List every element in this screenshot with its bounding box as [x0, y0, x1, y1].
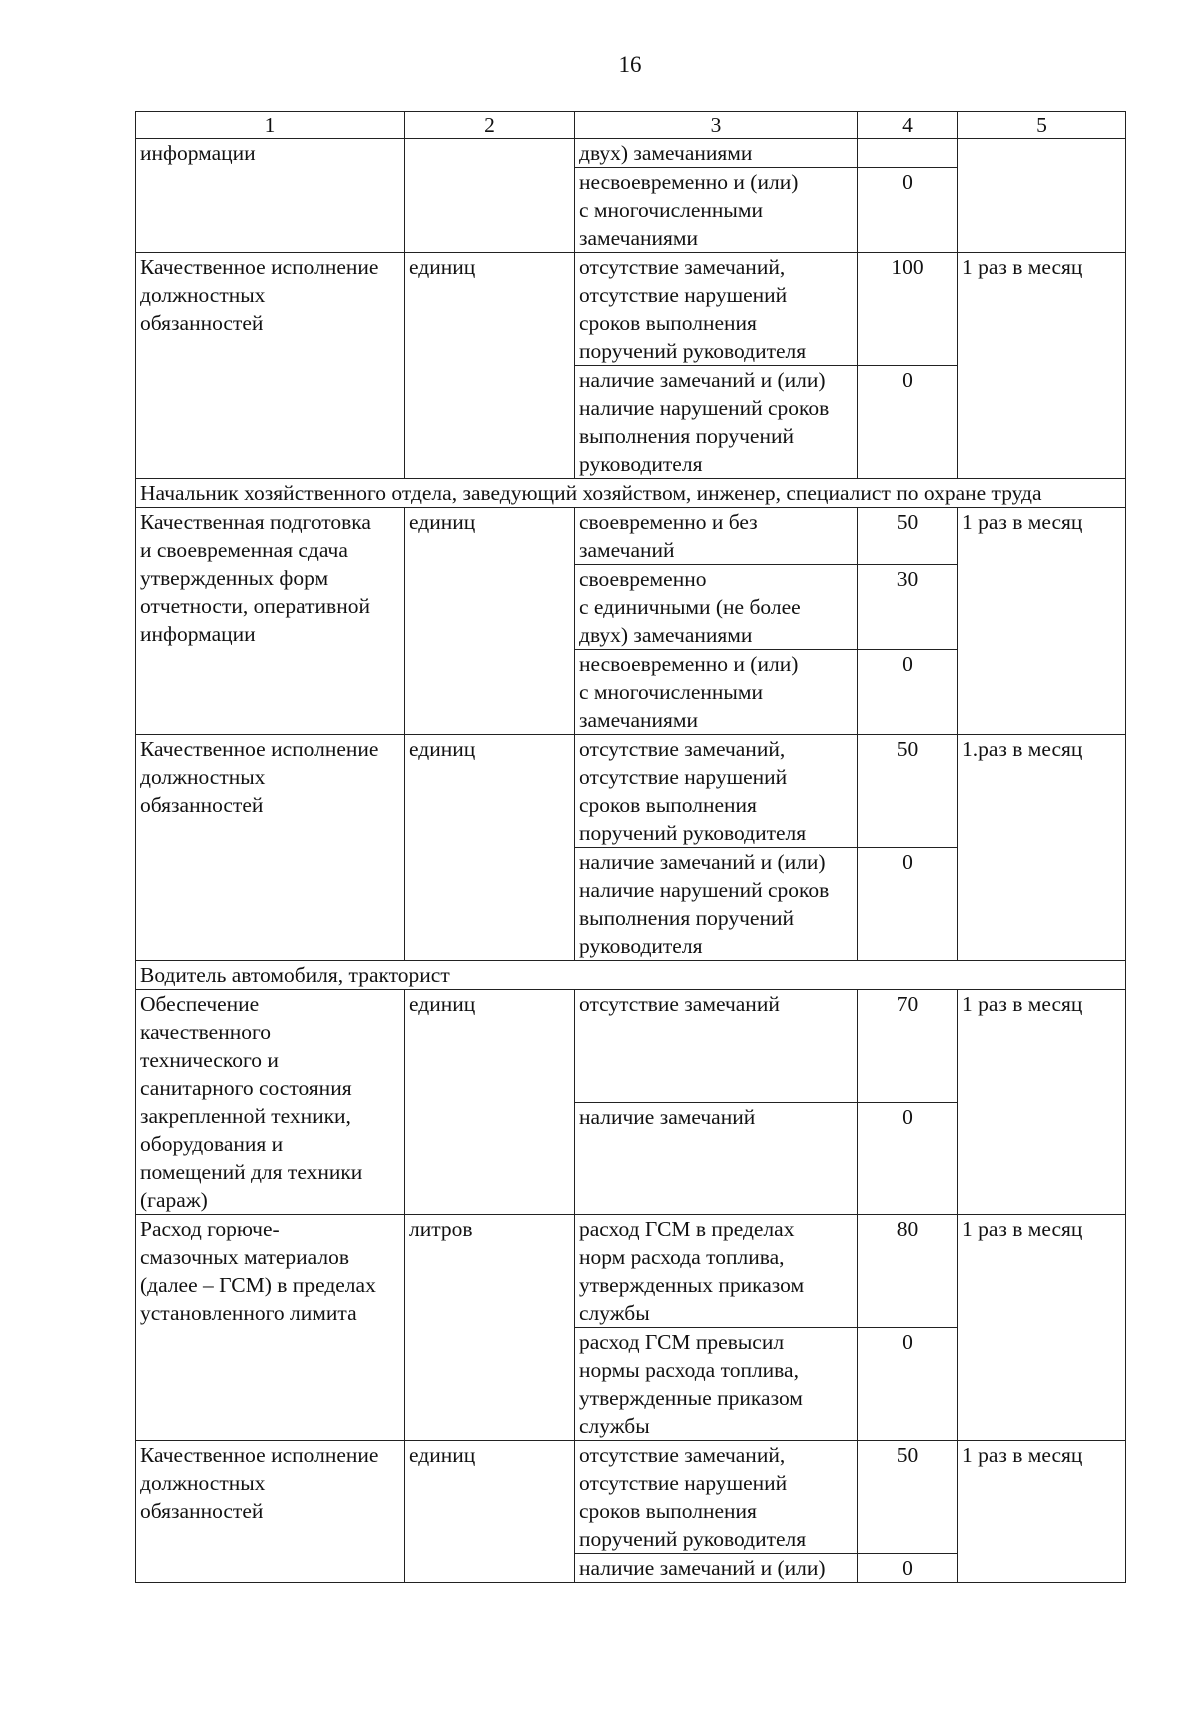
condition-cell: несвоевременно и (или) с многочисленными замечаниями: [575, 168, 858, 253]
unit-cell: единиц: [405, 735, 575, 961]
section-title: Начальник хозяйственного отдела, заведующий хозяйством, инженер, специалист по охране труда: [136, 479, 1126, 508]
frequency-cell: 1 раз в месяц: [958, 1215, 1126, 1441]
condition-cell: наличие замечаний и (или) наличие нарушений сроков выполнения поручений руководителя: [575, 848, 858, 961]
section-title: Водитель автомобиля, тракторист: [136, 961, 1126, 990]
header-cell: 2: [405, 112, 575, 139]
unit-cell: [405, 139, 575, 253]
criteria-table: [135, 111, 1126, 1583]
condition-cell: своевременно с единичными (не более двух) замечаниями: [575, 565, 858, 650]
points-cell: 80: [858, 1215, 958, 1328]
unit-cell: литров: [405, 1215, 575, 1441]
points-cell: 0: [858, 168, 958, 253]
criterion-cell: Качественное исполнение должностных обязанностей: [136, 735, 405, 961]
condition-cell: наличие замечаний и (или) наличие нарушений сроков выполнения поручений руководителя: [575, 366, 858, 479]
table-row: [136, 990, 1126, 1103]
table-row: [136, 735, 1126, 848]
condition-cell: несвоевременно и (или) с многочисленными замечаниями: [575, 650, 858, 735]
table-row: [136, 1215, 1126, 1328]
points-cell: 0: [858, 1102, 958, 1215]
frequency-cell: 1.раз в месяц: [958, 735, 1126, 961]
header-cell: 4: [858, 112, 958, 139]
criterion-cell: Качественное исполнение должностных обязанностей: [136, 253, 405, 479]
points-cell: 100: [858, 253, 958, 366]
points-cell: 50: [858, 735, 958, 848]
condition-cell: двух) замечаниями: [575, 139, 858, 168]
points-cell: 0: [858, 848, 958, 961]
frequency-cell: 1 раз в месяц: [958, 1441, 1126, 1583]
header-cell: 3: [575, 112, 858, 139]
condition-cell: отсутствие замечаний: [575, 990, 858, 1103]
condition-cell: отсутствие замечаний, отсутствие нарушений сроков выполнения поручений руководителя: [575, 253, 858, 366]
condition-cell: наличие замечаний: [575, 1102, 858, 1215]
criterion-cell: Качественная подготовка и своевременная сдача утвержденных форм отчетности, оперативной информации: [136, 508, 405, 735]
table-body: [136, 112, 1126, 1583]
points-cell: 0: [858, 650, 958, 735]
points-cell: [858, 139, 958, 168]
frequency-cell: 1 раз в месяц: [958, 253, 1126, 479]
points-cell: 30: [858, 565, 958, 650]
section-row: [136, 479, 1126, 508]
unit-cell: единиц: [405, 990, 575, 1215]
criterion-cell: Качественное исполнение должностных обязанностей: [136, 1441, 405, 1583]
condition-cell: наличие замечаний и (или): [575, 1554, 858, 1583]
criterion-cell: информации: [136, 139, 405, 253]
condition-cell: расход ГСМ в пределах норм расхода топлива, утвержденных приказом службы: [575, 1215, 858, 1328]
section-row: [136, 961, 1126, 990]
unit-cell: единиц: [405, 508, 575, 735]
unit-cell: единиц: [405, 253, 575, 479]
table-row: [136, 253, 1126, 366]
points-cell: 0: [858, 366, 958, 479]
points-cell: 70: [858, 990, 958, 1103]
condition-cell: отсутствие замечаний, отсутствие нарушений сроков выполнения поручений руководителя: [575, 1441, 858, 1554]
criterion-cell: Обеспечение качественного технического и санитарного состояния закрепленной техники, оборудования и помещений для техники (гараж): [136, 990, 405, 1215]
header-cell: 1: [136, 112, 405, 139]
table-row: [136, 139, 1126, 168]
points-cell: 50: [858, 508, 958, 565]
frequency-cell: 1 раз в месяц: [958, 508, 1126, 735]
frequency-cell: 1 раз в месяц: [958, 990, 1126, 1215]
condition-cell: своевременно и без замечаний: [575, 508, 858, 565]
page-number: 16: [618, 52, 642, 77]
table-row: [136, 508, 1126, 565]
points-cell: 0: [858, 1554, 958, 1583]
points-cell: 0: [858, 1328, 958, 1441]
unit-cell: единиц: [405, 1441, 575, 1583]
condition-cell: отсутствие замечаний, отсутствие нарушений сроков выполнения поручений руководителя: [575, 735, 858, 848]
criterion-cell: Расход горюче- смазочных материалов (далее – ГСМ) в пределах установленного лимита: [136, 1215, 405, 1441]
points-cell: 50: [858, 1441, 958, 1554]
header-cell: 5: [958, 112, 1126, 139]
table-row: [136, 1441, 1126, 1554]
frequency-cell: [958, 139, 1126, 253]
header-row: [136, 112, 1126, 139]
condition-cell: расход ГСМ превысил нормы расхода топлива, утвержденные приказом службы: [575, 1328, 858, 1441]
